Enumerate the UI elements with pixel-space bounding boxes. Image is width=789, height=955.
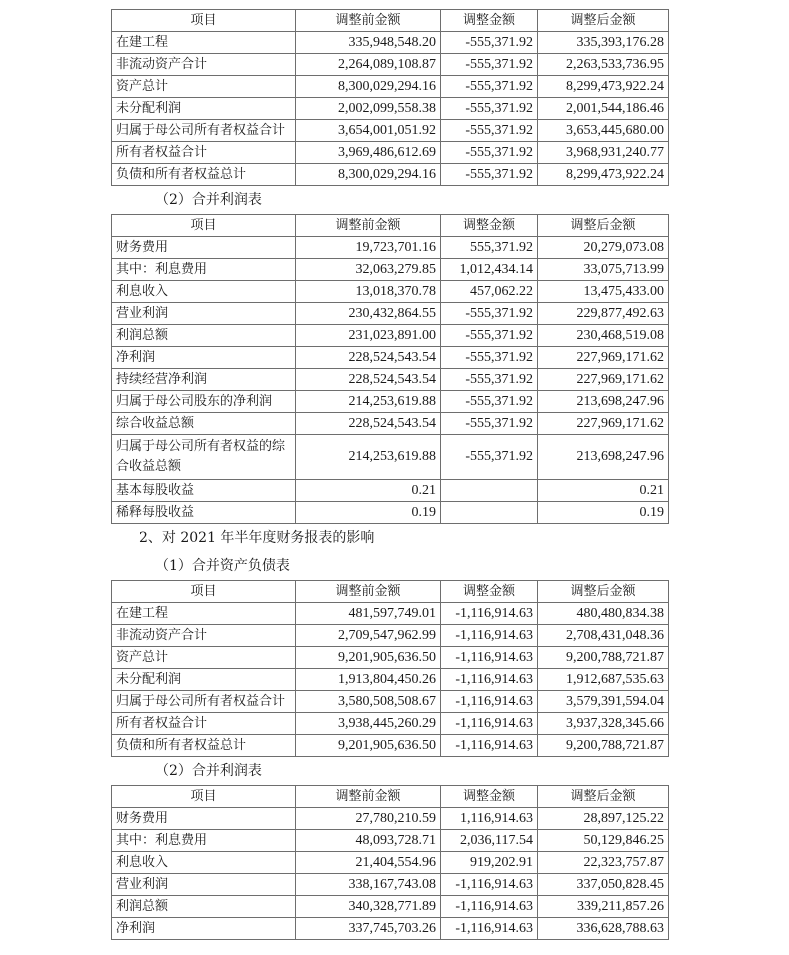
table-row (112, 918, 669, 940)
row-item-label: 所有者权益合计 (112, 713, 296, 735)
table-body (112, 603, 669, 757)
amount-adjustment: -555,371.92 (441, 164, 538, 186)
amount-before: 481,597,749.01 (296, 603, 441, 625)
table-row (112, 259, 669, 281)
column-header-before: 调整前金额 (296, 581, 441, 603)
caption-income-statement-1: （2）合并利润表 (155, 192, 262, 208)
row-item-label: 利息收入 (112, 281, 296, 303)
column-header-before: 调整前金额 (296, 215, 441, 237)
amount-adjustment: -555,371.92 (441, 54, 538, 76)
table-header (112, 10, 669, 32)
table-body (112, 32, 669, 186)
amount-before: 9,201,905,636.50 (296, 735, 441, 757)
table-row (112, 32, 669, 54)
amount-adjustment: -555,371.92 (441, 120, 538, 142)
balance-sheet-table-2 (111, 580, 669, 757)
amount-after: 2,001,544,186.46 (538, 98, 669, 120)
amount-before: 9,201,905,636.50 (296, 647, 441, 669)
table-row (112, 369, 669, 391)
table-row (112, 54, 669, 76)
balance-sheet-table-1 (111, 9, 669, 186)
row-item-label: 持续经营净利润 (112, 369, 296, 391)
table-row (112, 647, 669, 669)
amount-before: 0.21 (296, 480, 441, 502)
amount-adjustment: -555,371.92 (441, 413, 538, 435)
amount-after: 213,698,247.96 (538, 391, 669, 413)
amount-before: 228,524,543.54 (296, 413, 441, 435)
amount-adjustment: -1,116,914.63 (441, 691, 538, 713)
row-item-label: 利润总额 (112, 325, 296, 347)
table-row (112, 735, 669, 757)
header-row (112, 215, 669, 237)
amount-adjustment: -555,371.92 (441, 325, 538, 347)
amount-after: 230,468,519.08 (538, 325, 669, 347)
amount-adjustment: -555,371.92 (441, 303, 538, 325)
row-item-label: 财务费用 (112, 808, 296, 830)
caption-balance-sheet-2: （1）合并资产负债表 (155, 558, 290, 574)
amount-after: 480,480,834.38 (538, 603, 669, 625)
amount-adjustment (441, 502, 538, 524)
table-body (112, 808, 669, 940)
amount-adjustment: -1,116,914.63 (441, 603, 538, 625)
amount-after: 229,877,492.63 (538, 303, 669, 325)
amount-before: 2,709,547,962.99 (296, 625, 441, 647)
header-row (112, 10, 669, 32)
amount-after: 8,299,473,922.24 (538, 76, 669, 98)
amount-adjustment: -555,371.92 (441, 369, 538, 391)
caption-income-statement-2: （2）合并利润表 (155, 763, 262, 779)
table-row (112, 120, 669, 142)
table-row (112, 808, 669, 830)
amount-before: 214,253,619.88 (296, 391, 441, 413)
table-header (112, 581, 669, 603)
amount-before: 230,432,864.55 (296, 303, 441, 325)
amount-before: 3,938,445,260.29 (296, 713, 441, 735)
row-item-label: 稀释每股收益 (112, 502, 296, 524)
amount-after: 227,969,171.62 (538, 413, 669, 435)
row-item-label: 负债和所有者权益总计 (112, 164, 296, 186)
column-header-item: 项目 (112, 786, 296, 808)
table-row (112, 142, 669, 164)
amount-before: 231,023,891.00 (296, 325, 441, 347)
amount-after: 22,323,757.87 (538, 852, 669, 874)
amount-before: 340,328,771.89 (296, 896, 441, 918)
amount-adjustment: -555,371.92 (441, 76, 538, 98)
table-row (112, 480, 669, 502)
row-item-label: 利息收入 (112, 852, 296, 874)
amount-after: 213,698,247.96 (538, 435, 669, 480)
row-item-label: 归属于母公司所有者权益合计 (112, 120, 296, 142)
table-row (112, 691, 669, 713)
table-row (112, 896, 669, 918)
row-item-label: 资产总计 (112, 76, 296, 98)
amount-adjustment: -555,371.92 (441, 32, 538, 54)
column-header-adjustment: 调整金额 (441, 786, 538, 808)
table-row (112, 413, 669, 435)
amount-adjustment: -1,116,914.63 (441, 647, 538, 669)
amount-after: 8,299,473,922.24 (538, 164, 669, 186)
amount-before: 228,524,543.54 (296, 347, 441, 369)
amount-adjustment (441, 480, 538, 502)
column-header-adjustment: 调整金额 (441, 215, 538, 237)
table-row (112, 502, 669, 524)
amount-adjustment: -1,116,914.63 (441, 625, 538, 647)
table-row (112, 303, 669, 325)
amount-before: 21,404,554.96 (296, 852, 441, 874)
column-header-after: 调整后金额 (538, 10, 669, 32)
amount-adjustment: 1,116,914.63 (441, 808, 538, 830)
amount-before: 8,300,029,294.16 (296, 76, 441, 98)
amount-adjustment: -555,371.92 (441, 435, 538, 480)
table-row (112, 669, 669, 691)
amount-before: 1,913,804,450.26 (296, 669, 441, 691)
amount-before: 337,745,703.26 (296, 918, 441, 940)
table-row (112, 830, 669, 852)
table-body (112, 237, 669, 524)
amount-after: 9,200,788,721.87 (538, 735, 669, 757)
header-row (112, 581, 669, 603)
table-row (112, 98, 669, 120)
income-statement-table-2 (111, 785, 669, 940)
row-item-label: 归属于母公司所有者权益的综合收益总额 (112, 435, 296, 480)
amount-after: 0.19 (538, 502, 669, 524)
table-header (112, 215, 669, 237)
table-row (112, 347, 669, 369)
amount-adjustment: 2,036,117.54 (441, 830, 538, 852)
column-header-item: 项目 (112, 581, 296, 603)
table-row (112, 713, 669, 735)
amount-after: 50,129,846.25 (538, 830, 669, 852)
amount-after: 339,211,857.26 (538, 896, 669, 918)
amount-after: 28,897,125.22 (538, 808, 669, 830)
amount-after: 2,263,533,736.95 (538, 54, 669, 76)
row-item-label: 非流动资产合计 (112, 54, 296, 76)
row-item-label: 非流动资产合计 (112, 625, 296, 647)
column-header-before: 调整前金额 (296, 786, 441, 808)
amount-adjustment: 555,371.92 (441, 237, 538, 259)
amount-after: 0.21 (538, 480, 669, 502)
amount-before: 0.19 (296, 502, 441, 524)
amount-before: 27,780,210.59 (296, 808, 441, 830)
row-item-label: 在建工程 (112, 603, 296, 625)
amount-before: 48,093,728.71 (296, 830, 441, 852)
amount-after: 3,968,931,240.77 (538, 142, 669, 164)
amount-before: 228,524,543.54 (296, 369, 441, 391)
row-item-label: 归属于母公司股东的净利润 (112, 391, 296, 413)
table-row (112, 852, 669, 874)
table-row (112, 391, 669, 413)
table-row (112, 237, 669, 259)
amount-after: 335,393,176.28 (538, 32, 669, 54)
amount-adjustment: 1,012,434.14 (441, 259, 538, 281)
amount-before: 3,969,486,612.69 (296, 142, 441, 164)
row-item-label: 利润总额 (112, 896, 296, 918)
row-item-label: 未分配利润 (112, 98, 296, 120)
column-header-adjustment: 调整金额 (441, 581, 538, 603)
table-row (112, 325, 669, 347)
amount-adjustment: -1,116,914.63 (441, 713, 538, 735)
amount-after: 3,937,328,345.66 (538, 713, 669, 735)
table-row (112, 874, 669, 896)
amount-before: 335,948,548.20 (296, 32, 441, 54)
amount-before: 2,264,089,108.87 (296, 54, 441, 76)
amount-before: 3,654,001,051.92 (296, 120, 441, 142)
amount-after: 33,075,713.99 (538, 259, 669, 281)
amount-after: 3,653,445,680.00 (538, 120, 669, 142)
amount-adjustment: 457,062.22 (441, 281, 538, 303)
amount-after: 336,628,788.63 (538, 918, 669, 940)
row-item-label: 归属于母公司所有者权益合计 (112, 691, 296, 713)
row-item-label: 综合收益总额 (112, 413, 296, 435)
amount-before: 8,300,029,294.16 (296, 164, 441, 186)
row-item-label: 其中：利息费用 (112, 830, 296, 852)
amount-adjustment: -555,371.92 (441, 391, 538, 413)
table-row (112, 164, 669, 186)
amount-before: 19,723,701.16 (296, 237, 441, 259)
amount-after: 227,969,171.62 (538, 347, 669, 369)
amount-adjustment: 919,202.91 (441, 852, 538, 874)
amount-before: 13,018,370.78 (296, 281, 441, 303)
amount-after: 20,279,073.08 (538, 237, 669, 259)
column-header-after: 调整后金额 (538, 786, 669, 808)
amount-adjustment: -555,371.92 (441, 142, 538, 164)
amount-after: 337,050,828.45 (538, 874, 669, 896)
document-page (111, 9, 668, 940)
amount-after: 227,969,171.62 (538, 369, 669, 391)
amount-after: 3,579,391,594.04 (538, 691, 669, 713)
row-item-label: 净利润 (112, 347, 296, 369)
amount-before: 338,167,743.08 (296, 874, 441, 896)
table-row (112, 435, 669, 480)
amount-before: 2,002,099,558.38 (296, 98, 441, 120)
column-header-after: 调整后金额 (538, 581, 669, 603)
income-statement-table-1 (111, 214, 669, 524)
amount-adjustment: -1,116,914.63 (441, 874, 538, 896)
table-row (112, 625, 669, 647)
amount-adjustment: -555,371.92 (441, 347, 538, 369)
amount-after: 13,475,433.00 (538, 281, 669, 303)
row-item-label: 资产总计 (112, 647, 296, 669)
amount-adjustment: -1,116,914.63 (441, 918, 538, 940)
amount-adjustment: -1,116,914.63 (441, 669, 538, 691)
amount-after: 9,200,788,721.87 (538, 647, 669, 669)
amount-before: 3,580,508,508.67 (296, 691, 441, 713)
column-header-before: 调整前金额 (296, 10, 441, 32)
row-item-label: 营业利润 (112, 303, 296, 325)
row-item-label: 在建工程 (112, 32, 296, 54)
row-item-label: 未分配利润 (112, 669, 296, 691)
table-header (112, 786, 669, 808)
row-item-label: 基本每股收益 (112, 480, 296, 502)
column-header-item: 项目 (112, 10, 296, 32)
row-item-label: 其中：利息费用 (112, 259, 296, 281)
row-item-label: 所有者权益合计 (112, 142, 296, 164)
amount-before: 32,063,279.85 (296, 259, 441, 281)
amount-after: 2,708,431,048.36 (538, 625, 669, 647)
section-heading-2021-half-year: 2、对 2021 年半年度财务报表的影响 (139, 530, 375, 546)
column-header-after: 调整后金额 (538, 215, 669, 237)
row-item-label: 财务费用 (112, 237, 296, 259)
amount-adjustment: -555,371.92 (441, 98, 538, 120)
row-item-label: 净利润 (112, 918, 296, 940)
table-row (112, 281, 669, 303)
row-item-label: 负债和所有者权益总计 (112, 735, 296, 757)
header-row (112, 786, 669, 808)
table-row (112, 603, 669, 625)
amount-adjustment: -1,116,914.63 (441, 735, 538, 757)
amount-adjustment: -1,116,914.63 (441, 896, 538, 918)
column-header-item: 项目 (112, 215, 296, 237)
table-row (112, 76, 669, 98)
amount-after: 1,912,687,535.63 (538, 669, 669, 691)
row-item-label: 营业利润 (112, 874, 296, 896)
column-header-adjustment: 调整金额 (441, 10, 538, 32)
amount-before: 214,253,619.88 (296, 435, 441, 480)
